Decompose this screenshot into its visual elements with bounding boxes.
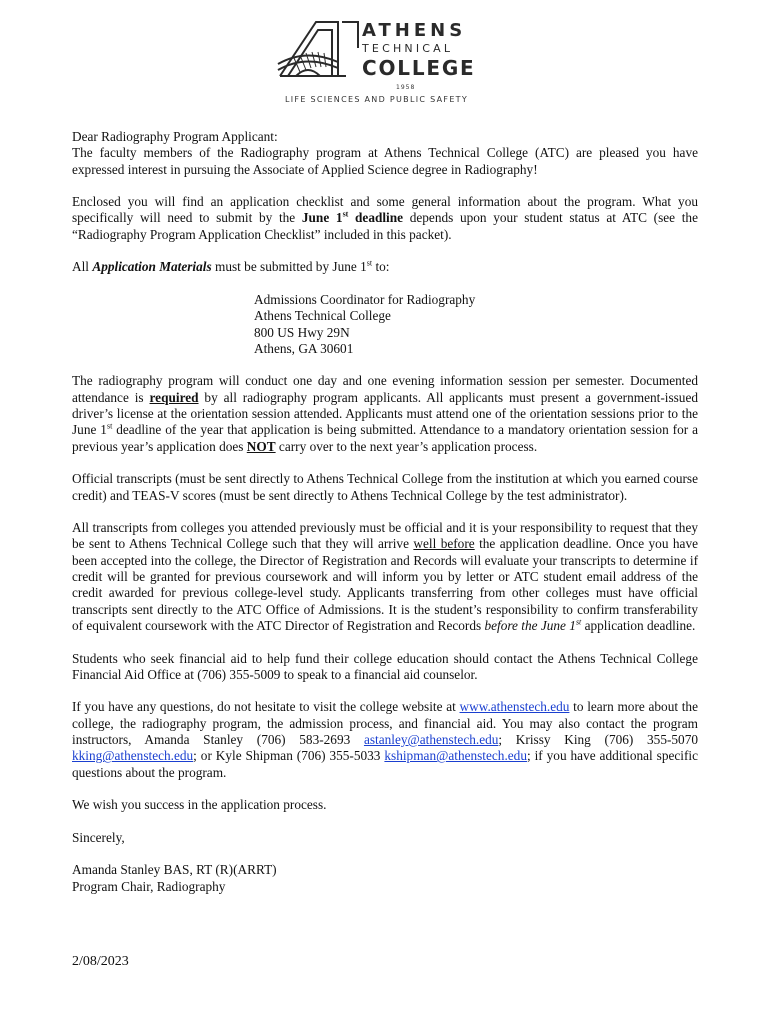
logo-year: 1958 bbox=[396, 84, 416, 91]
paragraph-official-transcripts: Official transcripts (must be sent directly to Athens Technical College from the institution at which you earned course credit) and TEAS-V scores (must be sent directly to Athens Technical College by the test administrator). bbox=[72, 471, 698, 503]
not-emphasis: NOT bbox=[246, 438, 276, 454]
well-before-emphasis: well before bbox=[413, 536, 475, 552]
text: must be submitted by June 1 bbox=[211, 259, 367, 275]
text: application deadline. bbox=[581, 617, 696, 633]
text: ; Krissy King (706) 355-5070 bbox=[498, 731, 699, 747]
ordinal: st bbox=[575, 617, 582, 627]
address-line: Athens, GA 30601 bbox=[254, 340, 354, 356]
athens-technical-college-logo bbox=[276, 18, 476, 108]
salutation: Dear Radiography Program Applicant: bbox=[72, 129, 278, 144]
signature-title: Program Chair, Radiography bbox=[72, 878, 226, 894]
paragraph-transcripts-policy bbox=[72, 520, 698, 634]
text: before the June 1 bbox=[484, 617, 576, 633]
paragraph-intro: The faculty members of the Radiography program at Athens Technical College (ATC) are pleased you have expressed interest in pursuing the Associate of Applied Science degree in Radiography! bbox=[72, 145, 698, 177]
logo-word-college: COLLEGE bbox=[362, 56, 476, 80]
paragraph-enclosed bbox=[72, 194, 698, 243]
text: If you have any questions, do not hesitate to visit the college website at bbox=[72, 699, 460, 715]
ordinal: st bbox=[366, 258, 373, 268]
kshipman-email-link[interactable]: kshipman@athenstech.edu bbox=[384, 748, 527, 764]
address-line: Athens Technical College bbox=[254, 308, 391, 324]
paragraph-financial-aid: Students who seek financial aid to help fund their college education should contact the Athens Technical College Financial Aid Office at (706) 355-5009 to speak to a financial aid counselor. bbox=[72, 650, 698, 682]
text: Enclosed you will find an application checklist and some general information about the program. What you specifically will need to submit by the bbox=[72, 194, 698, 226]
text: The radiography program will conduct one day and one evening information session per semester. Documented attendance is bbox=[72, 373, 698, 405]
paragraph-questions bbox=[72, 699, 698, 780]
letter-body bbox=[72, 129, 698, 895]
text: ; if you have additional specific questions about the program. bbox=[72, 748, 698, 780]
address-line: 800 US Hwy 29N bbox=[254, 324, 350, 340]
astanley-email-link[interactable]: astanley@athenstech.edu bbox=[363, 731, 499, 747]
mailing-address bbox=[254, 292, 698, 357]
closing: Sincerely, bbox=[72, 829, 125, 845]
before-deadline-emphasis bbox=[484, 618, 581, 633]
kking-email-link[interactable]: kking@athenstech.edu bbox=[72, 748, 194, 764]
text: to learn more about the college, the radiography program, the admission process, and financial aid. You may also contact the program instructors, Amanda Stanley (706) 583-2693 bbox=[72, 699, 698, 747]
text: the application deadline. Once you have been accepted into the college, the Director of Registration and Records will evaluate your transcripts to determine if credit will be granted for previous coursework and will inform you by letter or ATC student email address of the credit awarded for previous college-level study. Applicants transferring from other colleges must have official transcripts sent directly to the ATC Office of Admissions. It is the student’s responsibility to confirm transferability of equivalent coursework with the ATC Director of Registration and Records bbox=[72, 536, 698, 633]
paragraph-orientation bbox=[72, 373, 698, 454]
ordinal: st bbox=[342, 210, 349, 220]
text: to: bbox=[372, 259, 390, 275]
application-materials-emphasis: Application Materials bbox=[92, 259, 212, 275]
address-line: Admissions Coordinator for Radiography bbox=[254, 291, 476, 307]
text: deadline bbox=[348, 210, 404, 226]
text: June 1 bbox=[301, 210, 343, 226]
logo-word-athens: ATHENS bbox=[362, 20, 467, 41]
paragraph-wish-success: We wish you success in the application process. bbox=[72, 797, 327, 813]
paragraph-submit-to bbox=[72, 259, 698, 275]
website-link[interactable]: www.athenstech.edu bbox=[459, 699, 570, 715]
text: All bbox=[72, 259, 93, 275]
signature-name: Amanda Stanley BAS, RT (R)(ARRT) bbox=[72, 862, 277, 878]
deadline-bold bbox=[302, 210, 403, 225]
text: ; or Kyle Shipman (706) 355-5033 bbox=[193, 748, 385, 764]
logo-tagline: LIFE SCIENCES AND PUBLIC SAFETY bbox=[285, 95, 469, 104]
text: All transcripts from colleges you attended previously must be official and it is your responsibility to request that they be sent to Athens Technical College such that they will arrive bbox=[72, 520, 698, 552]
text: deadline of the year that application is being submitted. Attendance to a mandatory orientation session for a previous year’s application does bbox=[72, 422, 698, 454]
required-emphasis: required bbox=[149, 389, 199, 405]
logo-word-technical: TECHNICAL bbox=[362, 42, 454, 55]
text: depends upon your student status at ATC (see the “Radiography Program Application Checklist” included in this packet). bbox=[72, 210, 698, 242]
college-emblem-icon bbox=[276, 18, 362, 82]
text: by all radiography program applicants. All applicants must present a government-issued driver’s license at the orientation session attended. Applicants must attend one of the orientation sessions prior to the June 1 bbox=[72, 389, 698, 438]
letter-date: 2/08/2023 bbox=[72, 954, 129, 969]
ordinal: st bbox=[106, 421, 113, 431]
text: carry over to the next year’s application process. bbox=[275, 438, 538, 454]
